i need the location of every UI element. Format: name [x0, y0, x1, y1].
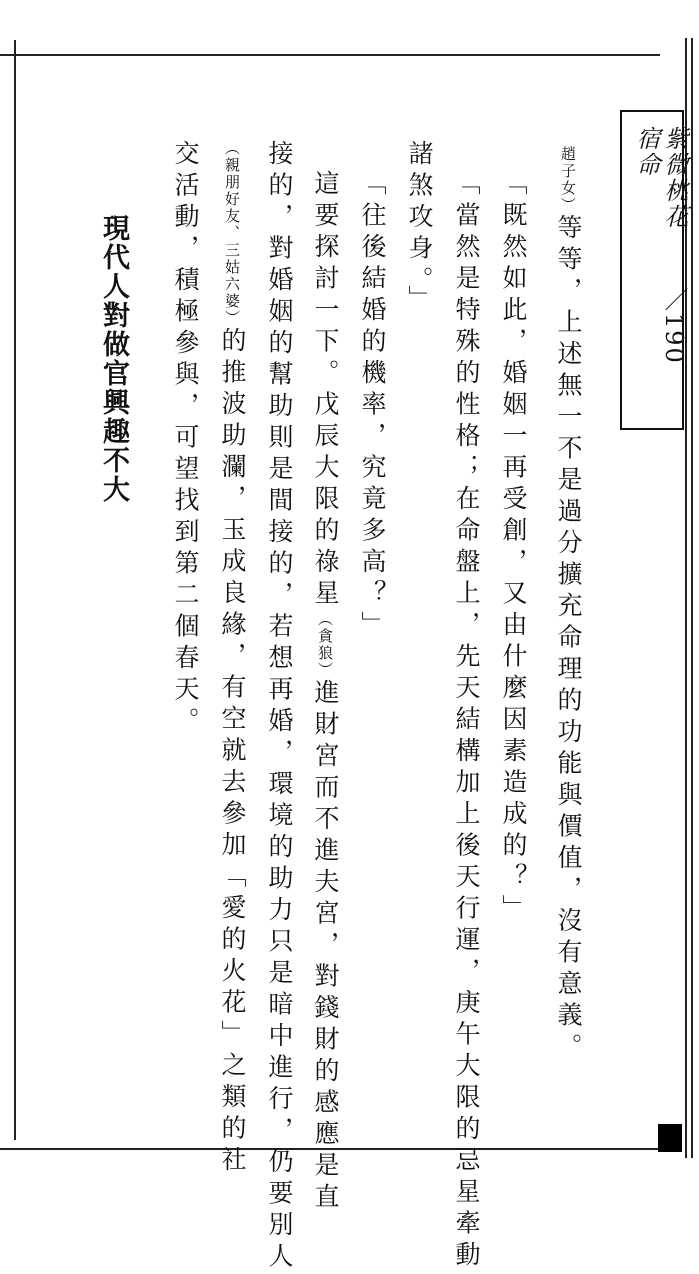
section-heading: 現代人對做官興趣不大 [98, 214, 129, 504]
text-column-1 [553, 146, 583, 1065]
inline-note: 趙子女） [559, 146, 577, 214]
book-title-line-1: 紫微桃花 [660, 126, 688, 230]
page-number: ／190 [660, 287, 688, 365]
text-column-4 [404, 140, 434, 317]
page-edge-top [0, 40, 660, 56]
running-header [620, 110, 688, 430]
column-text: 「往後結婚的機率，究竟多高？」 [358, 170, 387, 643]
text-column-2 [498, 170, 528, 926]
text-column-6 [310, 170, 340, 1215]
column-text: 接的，對婚姻的幫助則是間接的，若想再婚，環境的助力只是暗中進行，仍要別人 [265, 140, 294, 1274]
text-column-3 [451, 170, 481, 1273]
book-title [632, 126, 688, 230]
column-text: 「既然如此，婚姻一再受創，又由什麼因素造成的？」 [499, 170, 528, 926]
column-text: 「當然是特殊的性格；在命盤上，先天結構加上後天行運，庚午大限的忌星牽動 [452, 170, 481, 1273]
text-column-8 [217, 140, 247, 1178]
inline-note: （親朋好友、三姑六婆） [223, 140, 241, 327]
corner-mark [658, 1124, 682, 1152]
column-text: 諸煞攻身。」 [405, 140, 434, 317]
column-text: 這要探討一下。戊辰大限的祿星 [311, 170, 340, 611]
book-title-line-2: 宿命 [632, 126, 660, 178]
column-text: 的推波助瀾，玉成良緣，有空就去參加「愛的火花」之類的社 [218, 327, 247, 1178]
inline-note: （貪狼） [316, 611, 334, 679]
column-text: 進財宮而不進夫宮，對錢財的感應是直 [311, 679, 340, 1215]
text-column-7 [264, 140, 294, 1274]
page-edge-left [0, 40, 16, 1140]
text-column-9 [170, 140, 200, 739]
text-column-5 [357, 170, 387, 643]
column-text: 等等，上述無一不是過分擴充命理的功能與價值，沒有意義。 [554, 214, 583, 1065]
column-text: 交活動，積極參與，可望找到第二個春天。 [171, 140, 200, 739]
